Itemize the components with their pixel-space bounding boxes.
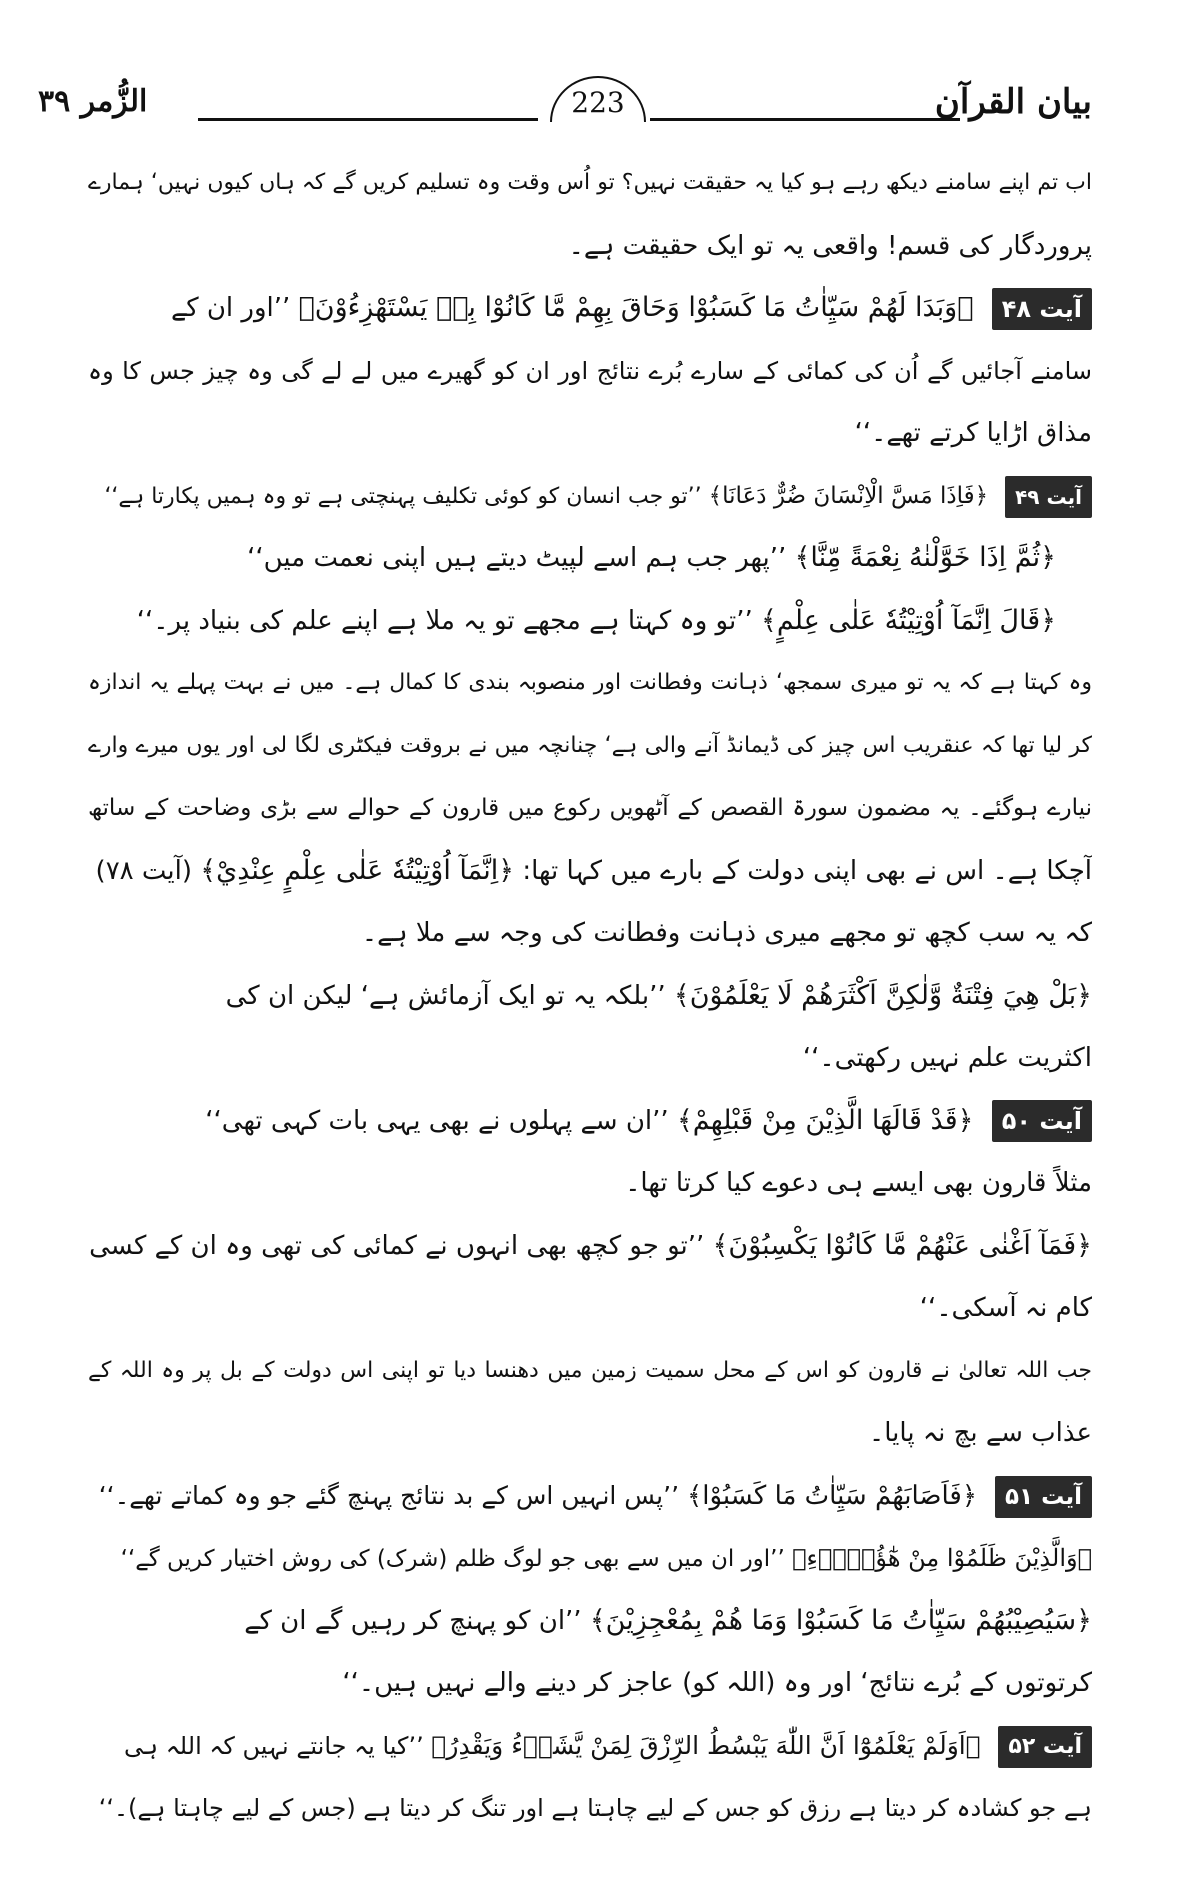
verse-line [88,590,1092,653]
text-line: مذاق اڑایا کرتے تھے۔‘‘ [854,418,1092,448]
surah-name: الزُّمر ۳۹ [38,84,148,119]
text-line: اب تم اپنے سامنے دیکھ رہے ہو کیا یہ حقیقت نہیں؟ تو اُس وقت وہ تسلیم کریں گے کہ ہاں کیوں نہیں‘ ہمارے [88,170,1092,195]
text-line: کرتوتوں کے بُرے نتائج‘ اور وہ (اللہ کو) عاجز کر دینے والے نہیں ہیں۔‘‘ [342,1668,1092,1698]
quran-verse: ﴿قَدْ قَالَهَا الَّذِيْنَ مِنْ قَبْلِهِمْ﴾ [676,1104,974,1136]
translation: ’’اور ان کے [170,293,291,323]
page-number: 223 [550,76,646,122]
book-title: بیان القرآن [934,82,1092,122]
quran-verse: ﴿فَاَصَابَهُمْ سَيِّاٰتُ مَا كَسَبُوْا﴾ [687,1480,978,1511]
text-line: پروردگار کی قسم! واقعی یہ تو ایک حقیقت ہے۔ [568,230,1092,261]
text-line: مثلاً قارون بھی ایسے ہی دعوے کیا کرتا تھا۔ [625,1168,1092,1198]
ayah-line [88,277,1092,340]
verse-line [88,1215,1092,1278]
text-line: اکثریت علم نہیں رکھتی۔‘‘ [802,1043,1092,1073]
verse-line [88,1590,1092,1653]
ayah-line [88,1715,1092,1778]
ayah-number-badge: آیت ۵۰ [992,1100,1092,1142]
quran-verse: ﴿وَبَدَا لَهُمْ سَيِّاٰتُ مَا كَسَبُوْا وَحَاقَ بِهِمْ مَّا كَانُوْا بِهٖ يَسْتَهْزِءُوْنَ﴾ [298,292,974,323]
quran-verse: ﴿اِنَّمَآ اُوْتِيْتُهٗ عَلٰى عِلْمٍ عِنْدِيْ﴾ [200,854,515,886]
translation: ’’بلکہ یہ تو ایک آزمائش ہے‘ لیکن ان کی [225,980,666,1011]
translation: ’’اور ان میں سے بھی جو لوگ ظلم (شرک) کی روش اختیار کریں گے‘‘ [120,1546,785,1572]
ayah-number-badge: آیت ۵۱ [995,1476,1092,1518]
text-line: کہ یہ سب کچھ تو مجھے میری ذہانت وفطانت کی وجہ سے ملا ہے۔ [361,918,1092,948]
text-line: ہے جو کشادہ کر دیتا ہے رزق کو جس کے لیے چاہتا ہے اور تنگ کر دیتا ہے (جس کے لیے چاہتا ہے)۔‘‘ [98,1794,1092,1822]
text-line: عذاب سے بچ نہ پایا۔ [869,1418,1092,1448]
translation: ’’تو جو کچھ بھی انہوں نے کمائی کی تھی وہ ان کے کسی [89,1230,705,1261]
translation: ’’ان سے پہلوں نے بھی یہی بات کہی تھی‘‘ [205,1105,669,1136]
verse-line [88,965,1092,1028]
translation: ’’پھر جب ہم اسے لپیٹ دیتے ہیں اپنی نعمت میں‘‘ [247,543,787,573]
translation: ’’تو وہ کہتا ہے مجھے تو یہ ملا ہے اپنے علم کی بنیاد پر۔‘‘ [136,605,753,636]
ayah-line [88,465,1092,528]
ayah-line [88,1090,1092,1153]
header-rule-right [650,118,960,121]
page-body [88,152,1092,1840]
quran-verse: ﴿فَمَآ اَغْنٰى عَنْهُمْ مَّا كَانُوْا يَكْسِبُوْنَ﴾ [712,1229,1092,1261]
header-rule-left [198,118,538,121]
quran-verse: ﴿اَوَلَمْ يَعْلَمُوْٓا اَنَّ اللّٰهَ يَبْسُطُ الرِّزْقَ لِمَنْ يَّشَاۗءُ وَيَقْدِرُ﴾ [431,1730,981,1760]
quran-verse: ﴿بَلْ هِيَ فِتْنَةٌ وَّلٰكِنَّ اَكْثَرَهُمْ لَا يَعْلَمُوْنَ﴾ [673,979,1092,1011]
verse-line [88,1527,1092,1590]
quran-verse: ﴿ثُمَّ اِذَا خَوَّلْنٰهُ نِعْمَةً مِّنَّا﴾ [794,542,1056,573]
translation: ’’کیا یہ جانتے نہیں کہ اللہ ہی [124,1731,424,1760]
ayah-number-badge: آیت ۴۸ [992,288,1092,330]
verse-reference: (آیت ۷۸) [95,855,193,886]
text-line: کام نہ آسکی۔‘‘ [919,1293,1092,1323]
quran-verse: ﴿فَاِذَا مَسَّ الْاِنْسَانَ ضُرٌّ دَعَانَا﴾ [708,482,989,509]
text-line: وہ کہتا ہے کہ یہ تو میری سمجھ‘ ذہانت وفطانت اور منصوبہ بندی کا کمال ہے۔ میں نے بہت پہلے یہ اندازہ [88,670,1092,695]
quran-verse: ﴿قَالَ اِنَّمَآ اُوْتِيْتُهٗ عَلٰى عِلْمٍ﴾ [761,604,1056,636]
text-line: نیارے ہوگئے۔ یہ مضمون سورۃ القصص کے آٹھویں رکوع میں قارون کے حوالے سے بڑی وضاحت کے ساتھ [88,795,1092,821]
text-line: کر لیا تھا کہ عنقریب اس چیز کی ڈیمانڈ آنے والی ہے‘ چنانچہ میں نے بروقت فیکٹری لگا لی اور یوں میرے وارے [88,732,1092,758]
translation: ’’پس انہیں اس کے بد نتائج پہنچ گئے جو وہ کماتے تھے۔‘‘ [98,1480,680,1510]
quran-verse: ﴿وَالَّذِيْنَ ظَلَمُوْا مِنْ هٰٓؤُلَاۗءِ﴾ [792,1544,1092,1572]
page-header [38,78,1092,134]
ayah-number-badge: آیت ۴۹ [1005,476,1092,518]
translation: ’’تو جب انسان کو کوئی تکلیف پہنچتی ہے تو وہ ہمیں پکارتا ہے‘‘ [104,483,702,509]
ayah-number-badge: آیت ۵۲ [998,1726,1092,1768]
text-line: جب اللہ تعالیٰ نے قارون کو اس کے محل سمیت زمین میں دھنسا دیا تو اپنی اس دولت کے بل پر وہ اللہ کے [88,1357,1092,1383]
text-line: سامنے آجائیں گے اُن کی کمائی کے سارے بُرے نتائج اور ان کو گھیرے میں لے لے گی وہ چیز جس کا وہ [88,356,1092,385]
translation: ’’ان کو پہنچ کر رہیں گے ان کے [244,1605,582,1636]
text-line: آچکا ہے۔ اس نے بھی اپنی دولت کے بارے میں کہا تھا: ﴿اِنَّمَآ اُوْتِيْتُهٗ عَلٰى عِلْمٍ عِنْدِيْ﴾ (آیت ۷۸) [95,854,1092,886]
verse-line [88,527,1092,590]
quran-verse: ﴿سَيُصِيْبُهُمْ سَيِّاٰتُ مَا كَسَبُوْا وَمَا هُمْ بِمُعْجِزِيْنَ﴾ [589,1604,1092,1636]
ayah-line [88,1465,1092,1528]
